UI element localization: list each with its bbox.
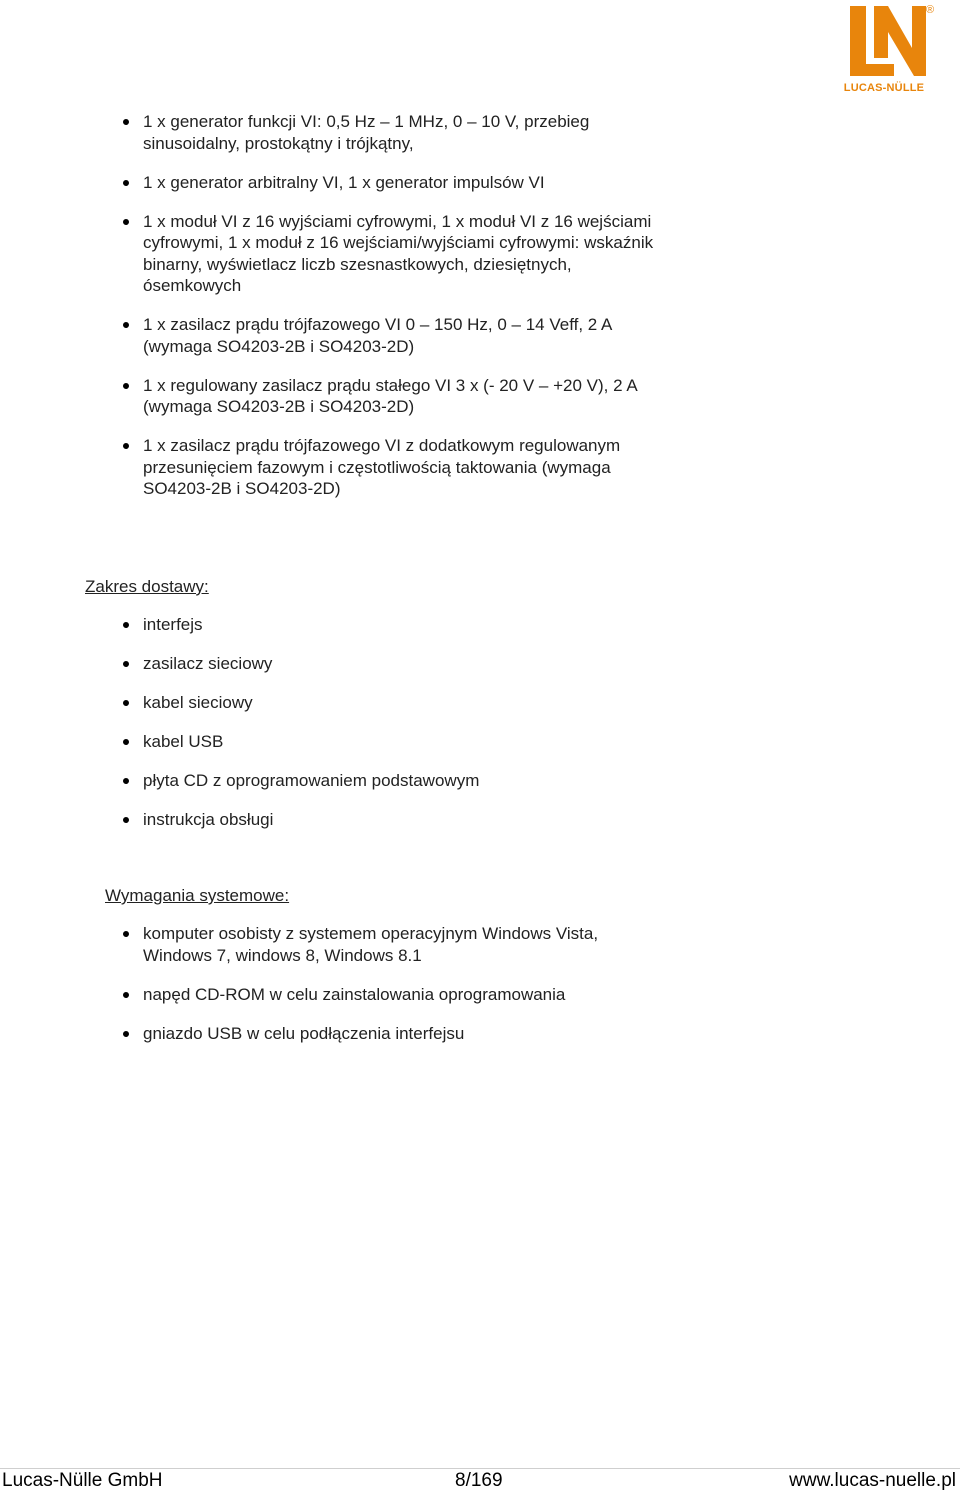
footer-company: Lucas-Nülle GmbH bbox=[2, 1470, 163, 1491]
delivery-heading: Zakres dostawy: bbox=[85, 577, 209, 596]
ln-logo-icon bbox=[838, 4, 940, 84]
system-requirement-item: napęd CD-ROM w celu zainstalowania oprogramowania bbox=[143, 984, 663, 1006]
registered-mark: ® bbox=[926, 4, 935, 16]
system-requirement-item: gniazdo USB w celu podłączenia interfejsu bbox=[143, 1023, 663, 1045]
delivery-list bbox=[143, 614, 663, 848]
feature-item: 1 x moduł VI z 16 wyjściami cyfrowymi, 1 x moduł VI z 16 wejściami cyfrowymi, 1 x moduł z 16 wejściami/wyjściami cyfrowymi: wskaźnik binarny, wyświetlacz liczb szesnastkowych, dziesiętnych, ósemkowych bbox=[143, 211, 663, 297]
footer-website-link[interactable]: www.lucas-nuelle.pl bbox=[789, 1470, 956, 1491]
feature-list bbox=[143, 111, 663, 517]
feature-item: 1 x generator funkcji VI: 0,5 Hz – 1 MHz, 0 – 10 V, przebieg sinusoidalny, prostokątny i trójkątny, bbox=[143, 111, 663, 154]
logo-caption: LUCAS-NÜLLE bbox=[843, 82, 925, 94]
system-requirements-heading: Wymagania systemowe: bbox=[105, 886, 290, 905]
feature-item: 1 x generator arbitralny VI, 1 x generator impulsów VI bbox=[143, 172, 663, 194]
delivery-item: kabel sieciowy bbox=[143, 692, 663, 714]
footer-divider bbox=[0, 1468, 960, 1469]
company-logo bbox=[838, 4, 940, 96]
feature-item: 1 x regulowany zasilacz prądu stałego VI 3 x (- 20 V – +20 V), 2 A (wymaga SO4203-2B i SO4203-2D) bbox=[143, 375, 663, 418]
page-number: 8/169 bbox=[455, 1470, 503, 1491]
delivery-item: instrukcja obsługi bbox=[143, 809, 663, 831]
system-requirement-item: komputer osobisty z systemem operacyjnym Windows Vista, Windows 7, windows 8, Windows 8.1 bbox=[143, 923, 663, 966]
delivery-item: interfejs bbox=[143, 614, 663, 636]
feature-item: 1 x zasilacz prądu trójfazowego VI 0 – 150 Hz, 0 – 14 Veff, 2 A (wymaga SO4203-2B i SO4203-2D) bbox=[143, 314, 663, 357]
system-requirements-list bbox=[143, 923, 663, 1062]
feature-item: 1 x zasilacz prądu trójfazowego VI z dodatkowym regulowanym przesunięciem fazowym i częstotliwością taktowania (wymaga SO4203-2B i SO4203-2D) bbox=[143, 435, 663, 500]
delivery-item: zasilacz sieciowy bbox=[143, 653, 663, 675]
delivery-item: płyta CD z oprogramowaniem podstawowym bbox=[143, 770, 663, 792]
delivery-item: kabel USB bbox=[143, 731, 663, 753]
